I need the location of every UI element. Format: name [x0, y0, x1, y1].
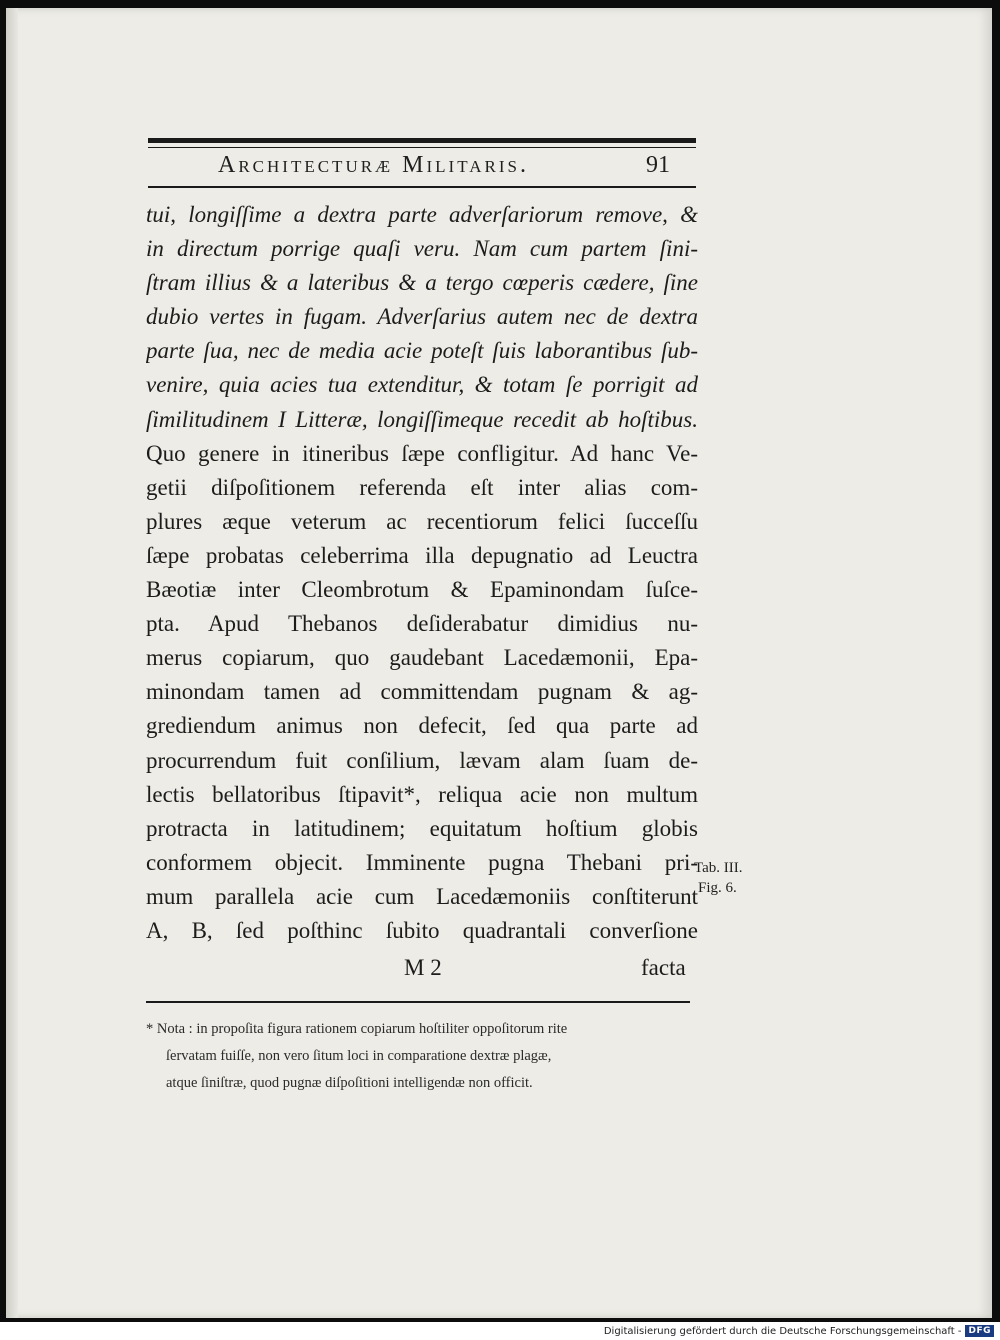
margin-note-figure-ref: Fig. 6. — [698, 880, 737, 896]
page-number: 91 — [646, 152, 670, 178]
footnote-line: * Nota : in propoſita figura rationem copiarum hoſtiliter oppoſitorum rite — [146, 1021, 568, 1037]
text-line: procurrendum fuit conſilium, lævam alam ſuam de- — [146, 747, 698, 773]
text-line: tui, longiſſime a dextra parte adverſariorum remove, & — [146, 202, 698, 227]
text-line: dubio vertes in fugam. Adverſarius autem nec de dextra — [146, 304, 698, 330]
text-line: getii diſpoſitionem referenda eſt inter alias com- — [146, 474, 698, 500]
footnote-line: ſervatam fuiſſe, non vero ſitum loci in comparatione dextræ plagæ, — [166, 1048, 552, 1064]
signature-mark: M 2 — [404, 955, 442, 980]
footnote-rule — [146, 1001, 690, 1003]
dfg-logo: DFG — [965, 1325, 994, 1337]
catchword: facta — [641, 955, 686, 980]
margin-note — [694, 858, 743, 898]
text-line: lectis bellatoribus ſtipavit*, reliqua acie non multum — [146, 781, 698, 807]
text-line: venire, quia acies tua extenditur, & totam ſe porrigit ad — [146, 372, 698, 398]
text-line: Quo genere in itineribus ſæpe confligitur. Ad hanc Ve- — [146, 440, 698, 466]
header-rule-thick — [148, 138, 696, 143]
footnote-line: atque ſiniſtræ, quod pugnæ diſpoſitioni intelligendæ non officit. — [166, 1075, 533, 1091]
text-line: merus copiarum, quo gaudebant Lacedæmonii, Epa- — [146, 645, 698, 671]
text-line: in directum porrige quaſi veru. Nam cum partem ſini- — [146, 236, 698, 262]
text-line: Bæotiæ inter Cleombrotum & Epaminondam ſuſce- — [146, 577, 698, 603]
footnote — [146, 1016, 706, 1097]
digitization-credit — [604, 1325, 994, 1337]
text-line: mum parallela acie cum Lacedæmoniis conſtiterunt — [146, 883, 698, 909]
text-line: minondam tamen ad committendam pugnam & ag- — [146, 679, 698, 705]
text-line: grediendum animus non defecit, ſed qua parte ad — [146, 713, 698, 739]
text-line: parte ſua, nec de media acie poteſt ſuis laborantibus ſub- — [146, 338, 698, 364]
text-line: conformem objecit. Imminente pugna Thebani pri- — [146, 849, 698, 875]
header-rule-thin — [148, 147, 696, 148]
text-line: ſæpe probatas celeberrima illa depugnatio ad Leuctra — [146, 542, 698, 568]
credit-text: Digitalisierung gefördert durch die Deutsche Forschungsgemeinschaft - — [603, 1325, 962, 1337]
header-underline-rule — [148, 186, 696, 188]
text-line: protracta in latitudinem; equitatum hoſtium globis — [146, 815, 698, 841]
text-line: plures æque veterum ac recentiorum felici ſucceſſu — [146, 508, 698, 534]
body-text — [146, 198, 698, 948]
text-line: A, B, ſed poſthinc ſubito quadrantali converſione — [146, 917, 698, 943]
text-line: ſtram illius & a lateribus & a tergo cœperis cædere, ſine — [146, 270, 698, 296]
text-line: pta. Apud Thebanos deſiderabatur dimidius nu- — [146, 611, 698, 637]
text-line: ſimilitudinem I Litteræ, longiſſimeque recedit ab hoſtibus. — [146, 406, 698, 432]
page-spine-shadow — [6, 8, 18, 1318]
running-title: Architecturæ Militaris. — [218, 152, 529, 178]
margin-note-table-ref: Tab. III. — [694, 860, 743, 876]
